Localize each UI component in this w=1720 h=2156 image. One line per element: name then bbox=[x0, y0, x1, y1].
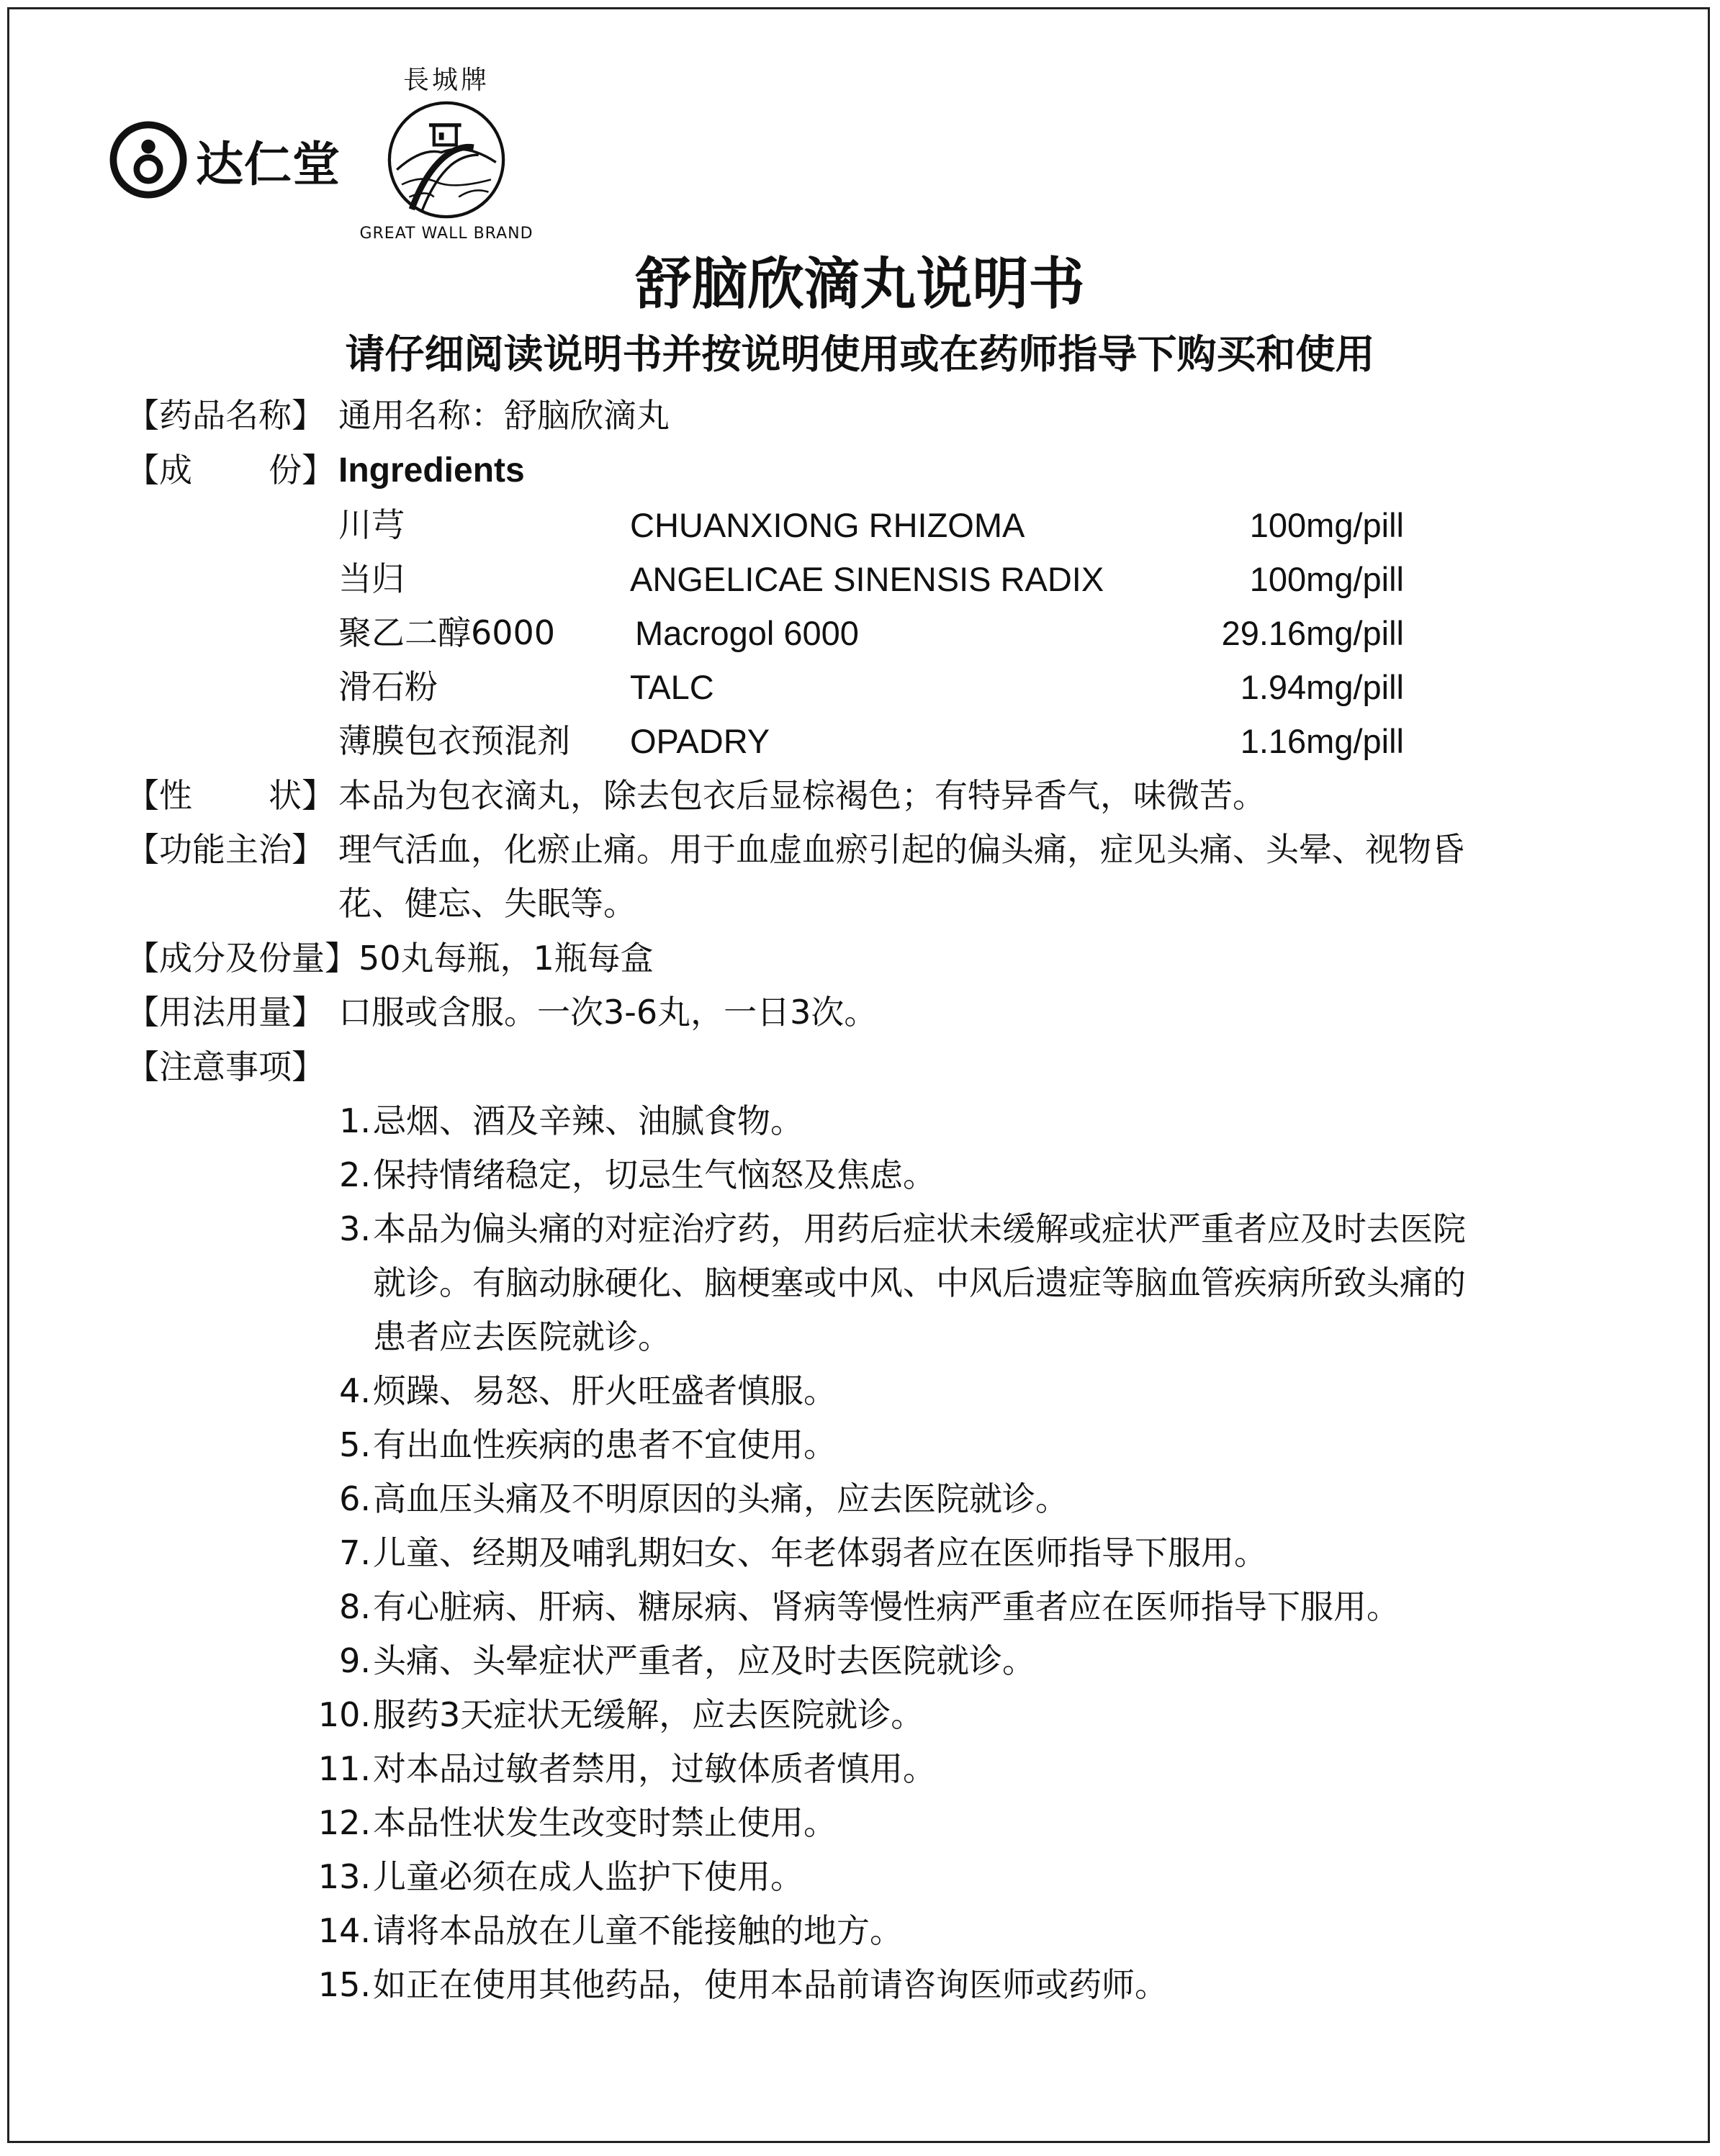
precaution-number: 6. bbox=[339, 1479, 371, 1518]
precaution-number: 7. bbox=[339, 1533, 371, 1572]
properties-value: 本品为包衣滴丸，除去包衣后显棕褐色；有特异香气，味微苦。 bbox=[338, 776, 1266, 815]
precaution-number: 11. bbox=[318, 1749, 371, 1788]
precaution-number: 1. bbox=[339, 1101, 371, 1140]
precautions-label: 【注意事项】 bbox=[126, 1047, 325, 1086]
precaution-number: 5. bbox=[339, 1425, 371, 1464]
ingredient-en: OPADRY bbox=[630, 722, 770, 760]
precaution-number: 12. bbox=[318, 1803, 371, 1842]
dosage-value: 口服或含服。一次3-6丸，一日3次。 bbox=[338, 993, 878, 1032]
precaution-number: 2. bbox=[339, 1155, 371, 1194]
indications-label: 【功能主治】 bbox=[126, 830, 325, 869]
darentang-logo-icon bbox=[109, 121, 187, 199]
precaution-text: 儿童、经期及哺乳期妇女、年老体弱者应在医师指导下服用。 bbox=[373, 1533, 1267, 1572]
ingredient-en: ANGELICAE SINENSIS RADIX bbox=[630, 560, 1104, 598]
drug-name-label: 【药品名称】 bbox=[126, 396, 325, 435]
ingredient-en: Macrogol 6000 bbox=[635, 614, 859, 652]
precaution-number: 15. bbox=[318, 1965, 371, 2004]
ingredient-amount: 1.94mg/pill bbox=[1240, 668, 1404, 706]
drug-name-value: 通用名称：舒脑欣滴丸 bbox=[338, 396, 670, 435]
indications-line-2: 花、健忘、失眠等。 bbox=[338, 884, 636, 923]
document-title: 舒脑欣滴丸说明书 bbox=[635, 252, 1085, 317]
ingredient-cn: 滑石粉 bbox=[338, 667, 438, 706]
darentang-logo bbox=[109, 121, 341, 199]
precaution-text: 就诊。有脑动脉硬化、脑梗塞或中风、中风后遗症等脑血管疾病所致头痛的 bbox=[373, 1263, 1466, 1302]
precaution-number: 9. bbox=[339, 1641, 371, 1680]
great-wall-brand-english: GREAT WALL BRAND bbox=[359, 225, 533, 243]
precaution-number: 3. bbox=[339, 1209, 371, 1248]
precaution-text: 有心脏病、肝病、糖尿病、肾病等慢性病严重者应在医师指导下服用。 bbox=[373, 1587, 1400, 1626]
precaution-number: 10. bbox=[318, 1695, 371, 1734]
great-wall-brand-chinese: 長城牌 bbox=[402, 66, 490, 95]
properties-label bbox=[126, 769, 335, 823]
ingredient-en: TALC bbox=[630, 668, 714, 706]
ingredient-cn: 川芎 bbox=[338, 505, 405, 544]
ingredient-cn: 聚乙二醇6000 bbox=[338, 613, 556, 652]
ingredient-cn: 当归 bbox=[338, 559, 405, 598]
precaution-text: 有出血性疾病的患者不宜使用。 bbox=[373, 1425, 837, 1464]
precaution-text: 对本品过敏者禁用，过敏体质者慎用。 bbox=[373, 1749, 936, 1788]
precaution-number: 8. bbox=[339, 1587, 371, 1626]
ingredients-label-close: 份】 bbox=[269, 451, 335, 490]
darentang-brand-name: 达仁堂 bbox=[196, 136, 341, 192]
ingredient-amount: 29.16mg/pill bbox=[1221, 614, 1404, 652]
properties-label-open: 【性 bbox=[126, 776, 192, 815]
precaution-text: 高血压头痛及不明原因的头痛，应去医院就诊。 bbox=[373, 1479, 1068, 1518]
package-value: 50丸每瓶，1瓶每盒 bbox=[359, 939, 654, 978]
indications-line-1: 理气活血，化瘀止痛。用于血虚血瘀引起的偏头痛，症见头痛、头晕、视物昏 bbox=[338, 830, 1464, 869]
precaution-text: 本品性状发生改变时禁止使用。 bbox=[373, 1803, 837, 1842]
ingredients-label bbox=[126, 443, 335, 497]
ingredient-amount: 100mg/pill bbox=[1249, 560, 1404, 598]
precaution-text: 本品为偏头痛的对症治疗药，用药后症状未缓解或症状严重者应及时去医院 bbox=[373, 1209, 1466, 1248]
precaution-text: 烦躁、易怒、肝火旺盛者慎服。 bbox=[373, 1371, 837, 1410]
precaution-text: 头痛、头晕症状严重者，应及时去医院就诊。 bbox=[373, 1641, 1035, 1680]
properties-label-close: 状】 bbox=[269, 776, 335, 815]
precaution-text: 忌烟、酒及辛辣、油腻食物。 bbox=[373, 1101, 803, 1140]
precaution-text: 服药3天症状无缓解，应去医院就诊。 bbox=[373, 1695, 924, 1734]
precaution-number: 4. bbox=[339, 1371, 371, 1410]
precaution-text: 患者应去医院就诊。 bbox=[373, 1317, 671, 1356]
precaution-number: 14. bbox=[318, 1911, 371, 1950]
ingredients-header: Ingredients bbox=[338, 451, 525, 490]
precaution-number: 13. bbox=[318, 1857, 371, 1896]
dosage-label: 【用法用量】 bbox=[126, 993, 325, 1032]
precaution-text: 儿童必须在成人监护下使用。 bbox=[373, 1857, 803, 1896]
ingredient-cn: 薄膜包衣预混剂 bbox=[338, 721, 570, 760]
precaution-text: 如正在使用其他药品，使用本品前请咨询医师或药师。 bbox=[373, 1965, 1168, 2004]
ingredient-en: CHUANXIONG RHIZOMA bbox=[630, 506, 1025, 544]
document-subtitle: 请仔细阅读说明书并按说明使用或在药师指导下购买和使用 bbox=[345, 331, 1375, 377]
precaution-text: 保持情绪稳定，切忌生气恼怒及焦虑。 bbox=[373, 1155, 936, 1194]
precaution-text: 请将本品放在儿童不能接触的地方。 bbox=[373, 1911, 903, 1950]
package-label: 【成分及份量】 bbox=[126, 939, 358, 978]
ingredient-amount: 100mg/pill bbox=[1249, 506, 1404, 544]
ingredient-amount: 1.16mg/pill bbox=[1240, 722, 1404, 760]
great-wall-emblem-icon bbox=[384, 98, 508, 222]
great-wall-logo bbox=[353, 66, 540, 243]
ingredients-label-open: 【成 bbox=[126, 451, 192, 490]
